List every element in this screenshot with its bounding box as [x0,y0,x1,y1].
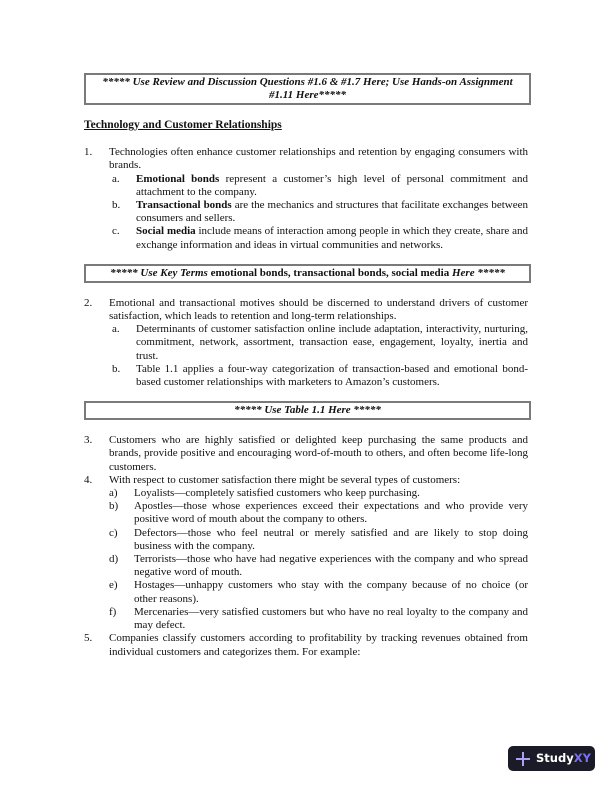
list-item-text: Technologies often enhance customer relationships and retention by engaging consumers with brands. [109,146,528,172]
list-marker: 5. [84,632,93,645]
note-text: Use Table 1.1 Here [264,404,351,417]
sub-marker: b. [112,199,121,212]
sub-item-2b [84,363,528,389]
studyxy-watermark-badge[interactable] [508,746,595,771]
document-page [84,73,528,659]
plus-icon [515,751,531,767]
note-stars-left: ***** [110,266,138,279]
key-term: Transactional bonds [136,199,232,212]
sub-item-text: are the mechanics and structures that facilitate exchanges between consumers and sellers. [136,199,528,225]
sub-marker: b) [109,500,119,513]
note-stars-left: ***** [102,76,130,88]
note-stars-left: ***** [234,404,262,417]
instructor-note-box-table [84,401,531,420]
customer-type-loyalists [84,487,528,500]
sub-item-text: Loyalists—completely satisfied customers who keep purchasing. [134,487,420,500]
sub-marker: a. [112,172,120,185]
brand-accent: XY [573,750,591,765]
customer-type-hostages [84,579,528,605]
sub-marker: c. [112,225,120,238]
note-lead: Use Key Terms [140,266,208,279]
sub-marker: d) [109,553,119,566]
instructor-note-box-review-questions [84,73,531,105]
customer-type-mercenaries [84,606,528,632]
sub-item-1b [84,199,528,225]
brand-main: Study [536,750,574,765]
sub-marker: a. [112,323,120,336]
sub-item-text: Apostles—those whose experiences exceed their expectations and who provide very positive word of mouth about the company to others. [134,500,528,526]
customer-type-defectors [84,527,528,553]
note-stars-right: ***** [477,266,505,279]
sub-item-text: include means of interaction among people in which they create, share and exchange information and ideas in virtual communities and networks. [136,225,528,251]
note-stars-right: ***** [353,404,381,417]
list-item-1 [84,146,528,172]
list-item-2 [84,297,528,323]
list-marker: 1. [84,146,93,159]
sub-marker: e) [109,579,118,592]
note-terms: emotional bonds, transactional bonds, social media [210,266,450,279]
sub-item-text: Determinants of customer satisfaction online include adaptation, interactivity, nurturing, commitment, network, assortment, transaction ease, engagement, loyalty, inertia and trust. [136,323,528,362]
list-item-text: Emotional and transactional motives should be discerned to understand drivers of customer satisfaction, which leads to retention and long-term relationships. [109,296,528,323]
list-item-text: With respect to customer satisfaction there might be several types of customers: [109,473,461,486]
customer-type-apostles [84,500,528,526]
sub-item-2a [84,323,528,363]
section-heading: Technology and Customer Relationships [84,119,282,131]
sub-item-text: Hostages—unhappy customers who stay with the company because of no choice (or other reasons). [134,579,528,605]
key-term: Emotional bonds [136,172,220,185]
sub-item-text: represent a customer’s high level of personal commitment and attachment to the company. [136,172,529,198]
instructor-note-box-key-terms [84,264,531,283]
note-stars-right: ***** [318,89,346,101]
list-marker: 3. [84,434,93,447]
list-item-text: Companies classify customers according to profitability by tracking revenues obtained from individual customers and categorizes them. For example: [109,632,528,658]
list-item-4 [84,474,528,487]
sub-marker: a) [109,487,118,500]
list-item-5 [84,632,528,658]
customer-type-terrorists [84,553,528,579]
sub-marker: f) [109,605,117,618]
sub-item-1a [84,173,528,199]
sub-item-text: Defectors—those who feel neutral or merely satisfied and are likely to stop doing business with the company. [134,526,528,552]
sub-marker: b. [112,362,121,375]
sub-item-text: Mercenaries—very satisfied customers but who have no real loyalty to the company and may defect. [134,605,528,632]
note-tail: Here [451,266,475,279]
sub-item-text: Table 1.1 applies a four-way categorization of transaction-based and emotional bond-based customer relationships with marketers to Amazon’s customers. [136,362,528,389]
key-term: Social media [136,225,196,238]
sub-item-text: Terrorists—those who have had negative experiences with the company and who spread negative word of mouth. [134,553,528,579]
list-item-text: Customers who are highly satisfied or delighted keep purchasing the same products and brands, provide positive and encouraging word-of-mouth to others, and often become life-long customers. [109,434,528,473]
list-marker: 4. [84,473,93,486]
list-item-3 [84,434,528,474]
sub-marker: c) [109,526,118,539]
sub-item-1c [84,225,528,251]
list-marker: 2. [84,296,93,309]
note-text: Use Review and Discussion Questions #1.6 & #1.7 Here; Use Hands-on Assignment #1.11 Here [132,76,513,101]
